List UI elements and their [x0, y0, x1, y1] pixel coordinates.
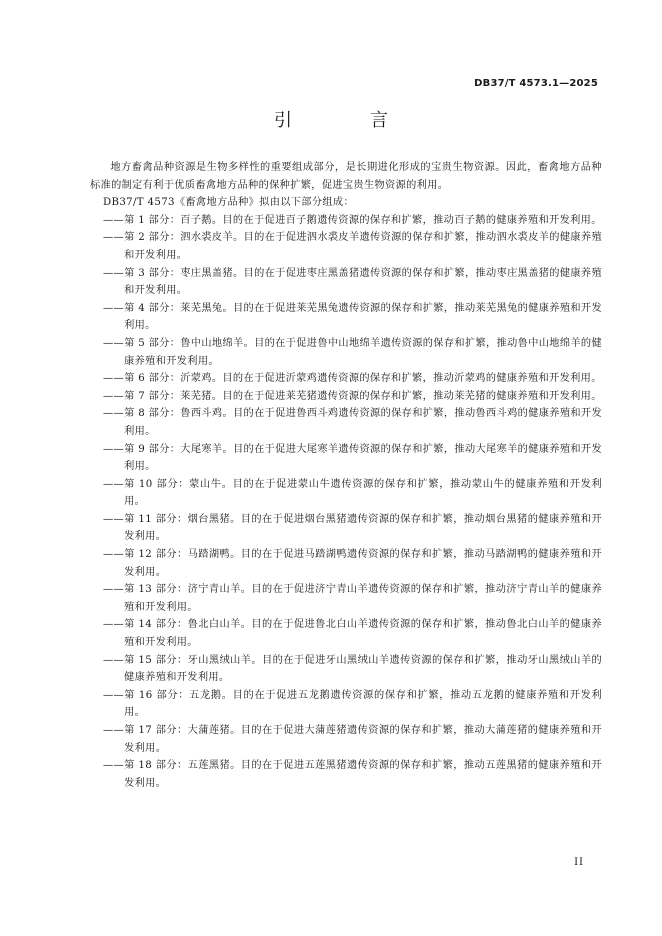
- list-dash: ——: [103, 373, 125, 385]
- list-dash: ——: [103, 232, 125, 244]
- list-item-text: 第 4 部分：莱芜黑兔。目的在于促进莱芜黑兔遗传资源的保存和扩繁，推动莱芜黑兔的健康养殖和开发利用。: [124, 302, 602, 332]
- list-item-text: 第 1 部分：百子鹅。目的在于促进百子鹅遗传资源的保存和扩繁，推动百子鹅的健康养殖和开发利用。: [124, 214, 602, 226]
- list-dash: ——: [103, 725, 125, 736]
- list-item: [103, 370, 602, 388]
- list-dash: ——: [103, 408, 125, 420]
- document-code: DB37/T 4573.1—2025: [474, 78, 598, 89]
- page-number: II: [574, 857, 584, 868]
- list-item: [103, 476, 602, 511]
- list-item: [103, 652, 602, 687]
- list-item-text: 第 14 部分：鲁北白山羊。目的在于促进鲁北白山羊遗传资源的保存和扩繁，推动鲁北白山羊的健康养殖和开发利用。: [124, 619, 602, 649]
- list-item: [103, 546, 602, 581]
- list-item: [103, 757, 602, 792]
- list-dash: ——: [103, 513, 125, 525]
- list-dash: ——: [103, 443, 125, 455]
- list-item: [103, 212, 602, 230]
- list-item: [103, 405, 602, 440]
- list-dash: ——: [103, 267, 125, 279]
- list-dash: ——: [103, 302, 125, 314]
- list-dash: ——: [103, 337, 125, 349]
- list-dash: ——: [103, 478, 125, 490]
- list-item: [103, 616, 602, 651]
- list-dash: ——: [103, 390, 125, 402]
- list-dash: ——: [103, 549, 125, 561]
- list-item-text: 第 17 部分：大蒲莲猪。目的在于促进大蒲莲猪遗传资源的保存和扩繁，推动大蒲莲猪的健康养殖和开发利用。: [124, 725, 602, 754]
- list-item: [103, 388, 602, 406]
- list-item: [103, 229, 602, 264]
- list-dash: ——: [103, 584, 125, 596]
- list-item: [103, 265, 602, 300]
- list-item-text: 第 10 部分：蒙山牛。目的在于促进蒙山牛遗传资源的保存和扩繁，推动蒙山牛的健康养殖和开发利用。: [124, 478, 602, 508]
- list-item: [103, 581, 602, 616]
- parts-lead: DB37/T 4573《畜禽地方品种》拟由以下部分组成：: [103, 197, 354, 209]
- list-item-text: 第 8 部分：鲁西斗鸡。目的在于促进鲁西斗鸡遗传资源的保存和扩繁，推动鲁西斗鸡的健康养殖和开发利用。: [124, 408, 602, 437]
- list-item-text: 第 16 部分：五龙鹅。目的在于促进五龙鹅遗传资源的保存和扩繁，推动五龙鹅的健康养殖和开发利用。: [124, 689, 602, 719]
- list-dash: ——: [103, 760, 125, 772]
- list-item: [103, 511, 602, 546]
- list-item-text: 第 15 部分：牙山黑绒山羊。目的在于促进牙山黑绒山羊遗传资源的保存和扩繁，推动牙山黑绒山羊的健康养殖和开发利用。: [124, 654, 602, 684]
- list-item: [103, 335, 602, 370]
- list-item-text: 第 18 部分：五莲黑猪。目的在于促进五莲黑猪遗传资源的保存和扩繁，推动五莲黑猪的健康养殖和开发利用。: [124, 760, 602, 789]
- list-item-text: 第 13 部分：济宁青山羊。目的在于促进济宁青山羊遗传资源的保存和扩繁，推动济宁青山羊的健康养殖和开发利用。: [124, 584, 602, 613]
- list-item-text: 第 12 部分：马踏湖鸭。目的在于促进马踏湖鸭遗传资源的保存和扩繁，推动马踏湖鸭的健康养殖和开发利用。: [124, 549, 602, 578]
- list-item: [103, 687, 602, 722]
- intro-paragraph: 地方畜禽品种资源是生物多样性的重要组成部分，是长期进化形成的宝贵生物资源。因此，畜禽地方品种标准的制定有利于优质畜禽地方品种的保种扩繁，促进宝贵生物资源的利用。: [90, 162, 602, 191]
- list-item: [103, 300, 602, 335]
- list-item-text: 第 11 部分：烟台黑猪。目的在于促进烟台黑猪遗传资源的保存和扩繁，推动烟台黑猪的健康养殖和开发利用。: [124, 513, 602, 543]
- list-item-text: 第 9 部分：大尾寒羊。目的在于促进大尾寒羊遗传资源的保存和扩繁，推动大尾寒羊的健康养殖和开发利用。: [124, 443, 602, 473]
- list-dash: ——: [103, 654, 125, 666]
- document-body: [90, 159, 602, 792]
- list-item-text: 第 6 部分：沂蒙鸡。目的在于促进沂蒙鸡遗传资源的保存和扩繁，推动沂蒙鸡的健康养殖和开发利用。: [124, 373, 602, 385]
- list-dash: ——: [103, 619, 125, 631]
- list-item: [103, 441, 602, 476]
- list-item-text: 第 3 部分：枣庄黑盖猪。目的在于促进枣庄黑盖猪遗传资源的保存和扩繁，推动枣庄黑盖猪的健康养殖和开发利用。: [124, 267, 602, 297]
- list-item-text: 第 2 部分：泗水裘皮羊。目的在于促进泗水裘皮羊遗传资源的保存和扩繁，推动泗水裘皮羊的健康养殖和开发利用。: [124, 232, 602, 261]
- list-item-text: 第 5 部分：鲁中山地绵羊。目的在于促进鲁中山地绵羊遗传资源的保存和扩繁，推动鲁中山地绵羊的健康养殖和开发利用。: [124, 337, 602, 367]
- list-item-text: 第 7 部分：莱芜猪。目的在于促进莱芜猪遗传资源的保存和扩繁，推动莱芜猪的健康养殖和开发利用。: [124, 390, 602, 402]
- list-dash: ——: [103, 214, 125, 226]
- page-title: 引 言: [274, 110, 418, 131]
- list-dash: ——: [103, 689, 125, 701]
- list-item: [103, 722, 602, 757]
